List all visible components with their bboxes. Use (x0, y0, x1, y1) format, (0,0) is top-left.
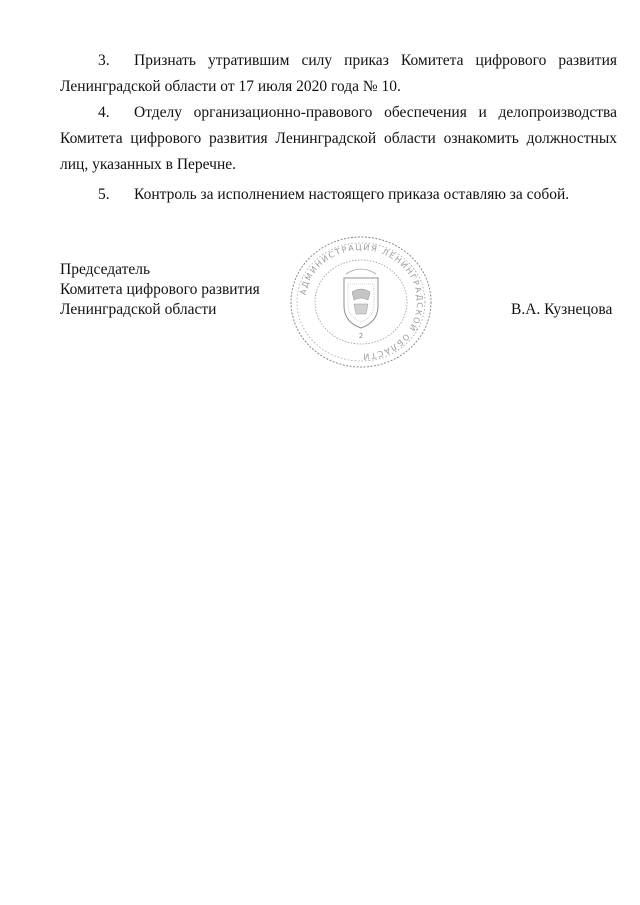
paragraph-4-number: 4. (98, 104, 110, 121)
paragraph-5-number: 5. (98, 186, 110, 203)
signature-title-line-2: Комитета цифрового развития (60, 281, 260, 298)
paragraph-3-number: 3. (98, 52, 110, 69)
signature-title-block (60, 260, 260, 320)
paragraph-5-text-1: Контроль за исполнением настоящего приказа оставляю за собой. (134, 186, 570, 203)
paragraph-5-line-1 (60, 182, 617, 208)
seal-coat-of-arms-icon (344, 269, 378, 328)
paragraph-4-line-2: Комитета цифрового развития Ленинградской области ознакомить должностных (60, 130, 617, 147)
seal-ring-text: АДМИНИСТРАЦИЯ ЛЕНИНГРАДСКОЙ ОБЛАСТИ (298, 242, 425, 362)
signature-title-line-1: Председатель (60, 261, 151, 278)
paragraph-4-text-1: Отделу организационно-правового обеспечения и делопроизводства (134, 104, 617, 121)
paragraph-4-line-1 (60, 100, 617, 126)
paragraph-3-text-1: Признать утратившим силу приказ Комитета цифрового развития (134, 52, 617, 69)
paragraph-4-line-3: лиц, указанных в Перечне. (60, 156, 236, 173)
paragraph-3-line-2: Ленинградской области от 17 июля 2020 года № 10. (60, 78, 401, 95)
paragraph-5 (60, 182, 617, 208)
seal-outer-ring (291, 237, 431, 367)
paragraph-4 (60, 100, 617, 178)
signature-title-line-3: Ленинградской области (60, 301, 217, 318)
seal-number: 2 (358, 332, 364, 340)
official-seal-stamp (288, 234, 434, 370)
signer-name: В.А. Кузнецова (511, 301, 613, 318)
paragraph-3-line-1 (60, 48, 617, 74)
paragraph-3 (60, 48, 617, 100)
